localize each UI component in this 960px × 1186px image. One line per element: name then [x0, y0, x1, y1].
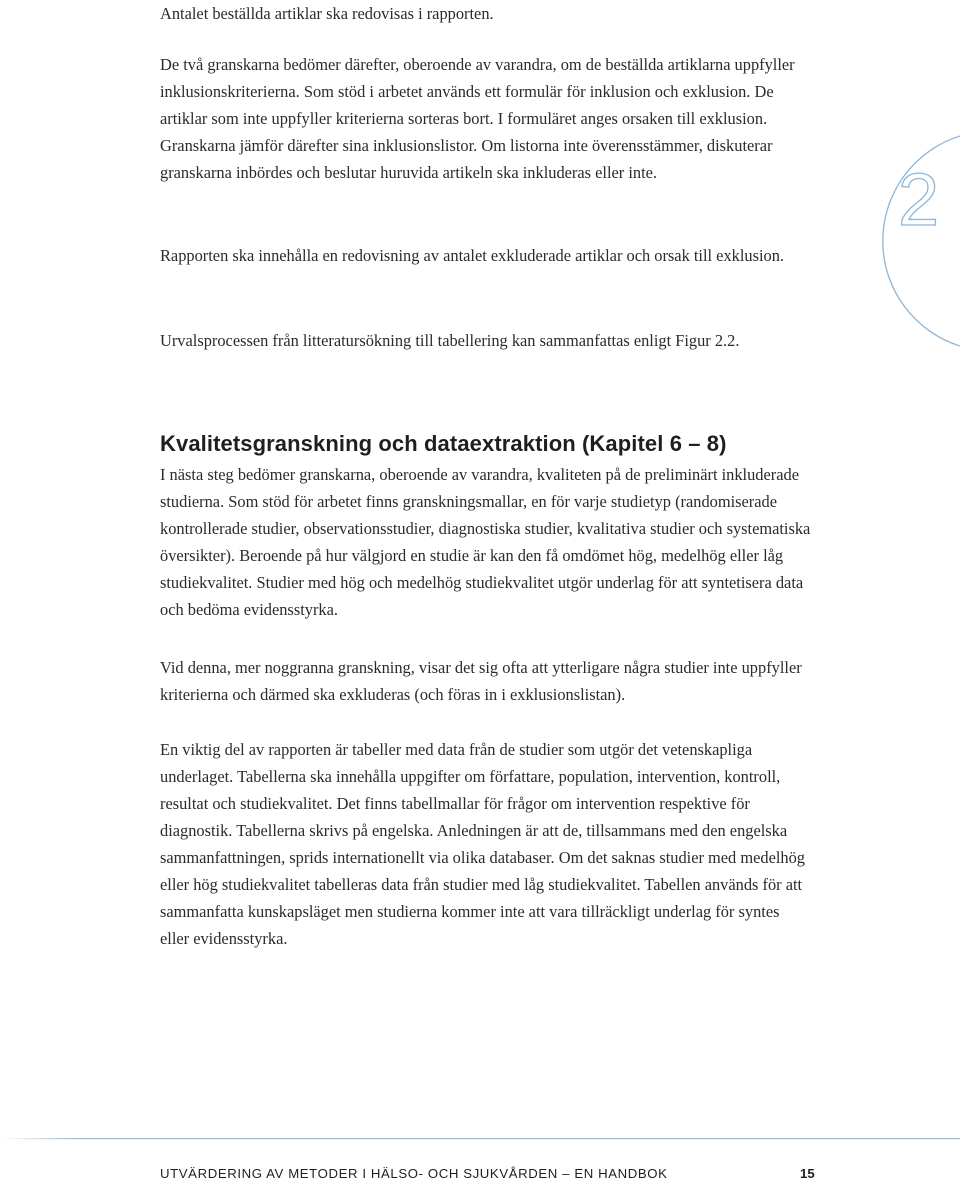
- page-number: 15: [800, 1166, 815, 1181]
- paragraph: Urvalsprocessen från litteratursökning till tabellering kan sammanfattas enligt Figur 2.2.: [160, 331, 740, 350]
- paragraph: En viktig del av rapporten är tabeller med data från de studier som utgör det vetenskapliga underlaget. Tabellerna ska innehålla uppgifter om författare, population, intervention, kontroll, resultat och studiekvalitet. Det finns tabellmallar för frågor om intervention respektive för diagnostik. Tabellerna skrivs på engelska. Anledningen är att de, tillsammans med den engelska sammanfattningen, sprids internationellt via olika databaser. Om det saknas studier med medelhög eller hög studiekvalitet tabelleras data från studier med låg studiekvalitet. Tabellen används för att sammanfatta kunskapsläget men studierna kommer inte att vara tillräckligt underlag för syntes eller evidensstyrka.: [160, 740, 805, 948]
- paragraph: De två granskarna bedömer därefter, oberoende av varandra, om de beställda artiklarna uppfyller inklusionskriterierna. Som stöd i arbetet används ett formulär för inklusion och exklusion. De artiklar som inte uppfyller kriterierna sorteras bort. I formuläret anges orsaken till exklusion. Granskarna jämför därefter sina inklusionslistor. Om listorna inte överensstämmer, diskuterar granskarna inbördes och beslutar huruvida artikeln ska inkluderas eller inte.: [160, 55, 795, 182]
- section-heading: Kvalitetsgranskning och dataextraktion (Kapitel 6 – 8): [160, 431, 727, 456]
- chapter-number: 2: [898, 158, 940, 241]
- paragraph: I nästa steg bedömer granskarna, oberoende av varandra, kvaliteten på de preliminärt inkluderade studierna. Som stöd för arbetet finns granskningsmallar, en för varje studietyp (randomiserade kontrollerade studier, observationsstudier, diagnostiska studier, kvalitativa studier och systematiska översikter). Beroende på hur välgjord en studie är kan den få omdömet hög, medelhög eller låg studiekvalitet. Studier med hög och medelhög studiekvalitet utgör underlag för att syntetisera data och bedöma evidensstyrka.: [160, 465, 811, 619]
- paragraph: Rapporten ska innehålla en redovisning av antalet exkluderade artiklar och orsak till exklusion.: [160, 246, 785, 265]
- paragraph: Antalet beställda artiklar ska redovisas i rapporten.: [160, 4, 494, 23]
- footer-divider: [0, 1138, 960, 1140]
- footer-title: UTVÄRDERING AV METODER I HÄLSO- OCH SJUKVÅRDEN – EN HANDBOK: [160, 1166, 668, 1181]
- paragraph: Vid denna, mer noggranna granskning, visar det sig ofta att ytterligare några studier inte uppfyller kriterierna och därmed ska exkluderas (och föras in i exklusionslistan).: [160, 658, 802, 704]
